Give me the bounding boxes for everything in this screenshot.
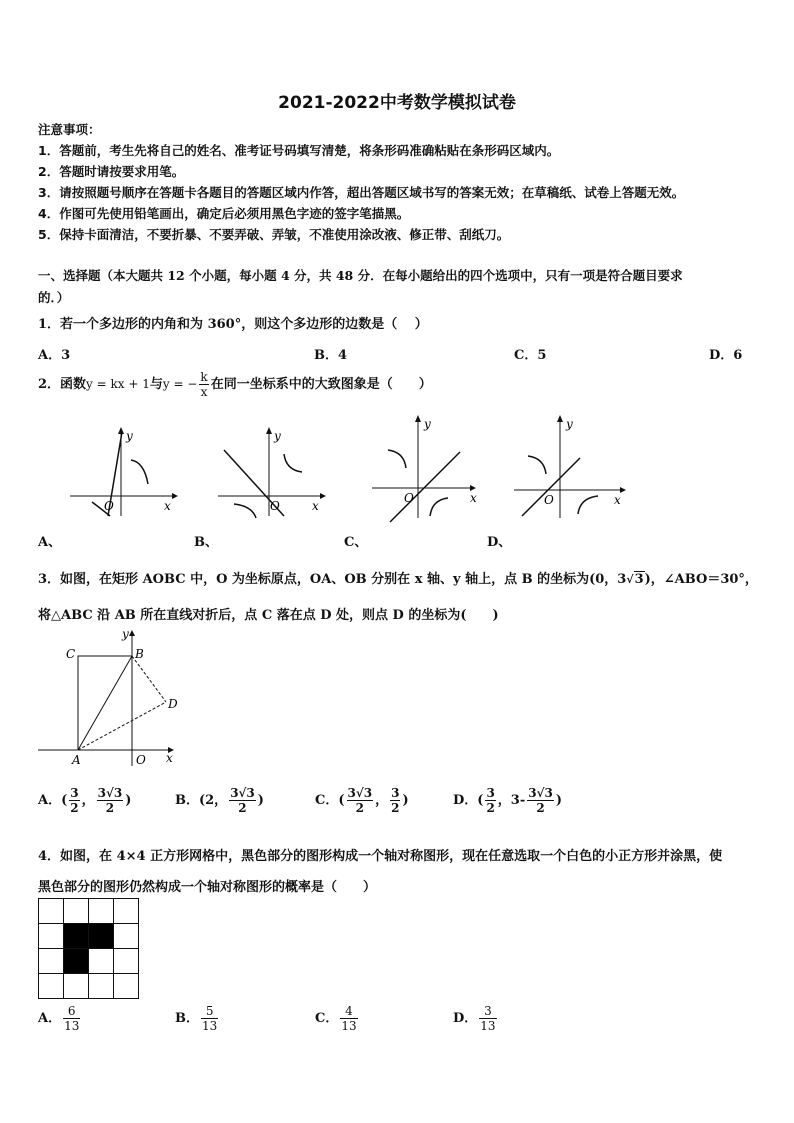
q2b-x-label: x [312, 499, 319, 513]
q2-label-d: D、 [487, 535, 512, 550]
q2d-x-label: x [614, 493, 621, 507]
q2-suffix: 在同一坐标系中的大致图象是（ ） [210, 377, 432, 392]
q4-option-c: C． $\frac{4}{13}$ [315, 1004, 357, 1033]
q2-graph-b [208, 424, 333, 519]
q3-label-c: C [66, 647, 76, 661]
q4-grid [38, 898, 140, 1000]
q2-prefix: 2．函数 [38, 377, 87, 392]
notes-heading: 注意事项： [38, 122, 101, 137]
q2c-x-label: x [470, 491, 477, 505]
q2-graph-c [366, 410, 491, 525]
note-item-2: 2．答题时请按要求用笔。 [38, 164, 185, 179]
q2d-y-label: y [566, 417, 573, 431]
q3-label-o: O [136, 753, 146, 767]
q2d-origin: O [544, 493, 554, 507]
q3-label-b: B [135, 647, 144, 661]
q2-stem [38, 370, 432, 399]
q4-stem-line1: 4．如图，在 4×4 正方形网格中，黑色部分的图形构成一个轴对称图形，现在任意选取一个白色的小正方形并涂黑，使 [38, 849, 723, 864]
q2b-y-label: y [274, 429, 281, 443]
q3-label-x: x [166, 751, 173, 765]
note-item-1: 1．答题前，考生先将自己的姓名、准考证号码填写清楚，将条形码准确粘贴在条形码区域内。 [38, 143, 560, 158]
q3-option-a: A．( $\frac{3}{2}$ ， $\frac{3√3}{2}$ ) [38, 786, 132, 815]
q1-option-b: B．4 [314, 348, 348, 363]
q2b-origin: O [270, 499, 280, 513]
q2-label-a: A、 [38, 535, 62, 550]
q2c-origin: O [404, 491, 414, 505]
q3-option-c: C．( $\frac{3√3}{2}$ ， $\frac{3}{2}$ ) [315, 786, 409, 815]
q1-stem: 1．若一个多边形的内角和为 360°，则这个多边形的边数是（ ） [38, 317, 428, 332]
q2a-y-label: y [126, 429, 133, 443]
note-item-3: 3．请按照题号顺序在答题卡各题目的答题区域内作答，超出答题区域书写的答案无效；在草稿纸、试卷上答题无效。 [38, 185, 685, 200]
q3-label-a: A [72, 753, 81, 767]
section-heading-line2: 的．） [38, 290, 70, 305]
q3-label-d: D [168, 697, 178, 711]
q1-option-a: A．3 [38, 348, 71, 363]
q4-option-d: D． $\frac{3}{13}$ [453, 1004, 496, 1033]
q4-stem-line2: 黑色部分的图形仍然构成一个轴对称图形的概率是（ ） [38, 880, 377, 895]
q2-formula-1: y = kx + 1 [86, 377, 150, 391]
q3-option-d: D．( $\frac{3}{2}$ ，3- $\frac{3√3}{2}$ ) [453, 786, 562, 815]
q2-graph-a [60, 424, 185, 519]
q4-option-b: B． $\frac{5}{13}$ [175, 1004, 218, 1033]
q2c-y-label: y [424, 417, 431, 431]
note-item-4: 4．作图可先使用铅笔画出，确定后必须用黑色字迹的签字笔描黑。 [38, 206, 410, 221]
note-item-5: 5．保持卡面清洁，不要折暴、不要弄破、弄皱，不准使用涂改液、修正带、刮纸刀。 [38, 227, 510, 242]
q2-graph-d [508, 410, 633, 525]
q2-mid: 与 [149, 377, 163, 392]
q1-option-d: D．6 [709, 348, 743, 363]
q3-option-b: B．(2， $\frac{3√3}{2}$ ) [175, 786, 264, 815]
q3-label-y: y [122, 627, 129, 641]
q3-stem-line2: 将△ABC 沿 AB 所在直线对折后，点 C 落在点 D 处，则点 D 的坐标为( ) [38, 608, 499, 623]
q3-stem-line1: 3．如图，在矩形 AOBC 中，O 为坐标原点，OA、OB 分别在 x 轴、y 轴上，点 B 的坐标为(0，3√3)，∠ABO＝30°， [38, 572, 758, 587]
q3-figure [36, 626, 186, 768]
q2-formula-2: y = − [162, 377, 198, 391]
q1-option-c: C．5 [514, 348, 547, 363]
q4-option-a: A． $\frac{6}{13}$ [38, 1004, 80, 1033]
page-title: 2021-2022中考数学模拟试卷 [278, 93, 516, 113]
section-heading-line1: 一、选择题（本大题共 12 个小题，每小题 4 分，共 48 分．在每小题给出的四个选项中，只有一项是符合题目要求 [38, 268, 683, 283]
q2-formula-2-frac: $\frac{k}{x}$ [200, 370, 208, 399]
q2-label-c: C、 [344, 535, 368, 550]
q2-label-b: B、 [194, 535, 218, 550]
q2a-origin: O [104, 499, 114, 513]
q2a-x-label: x [164, 499, 171, 513]
